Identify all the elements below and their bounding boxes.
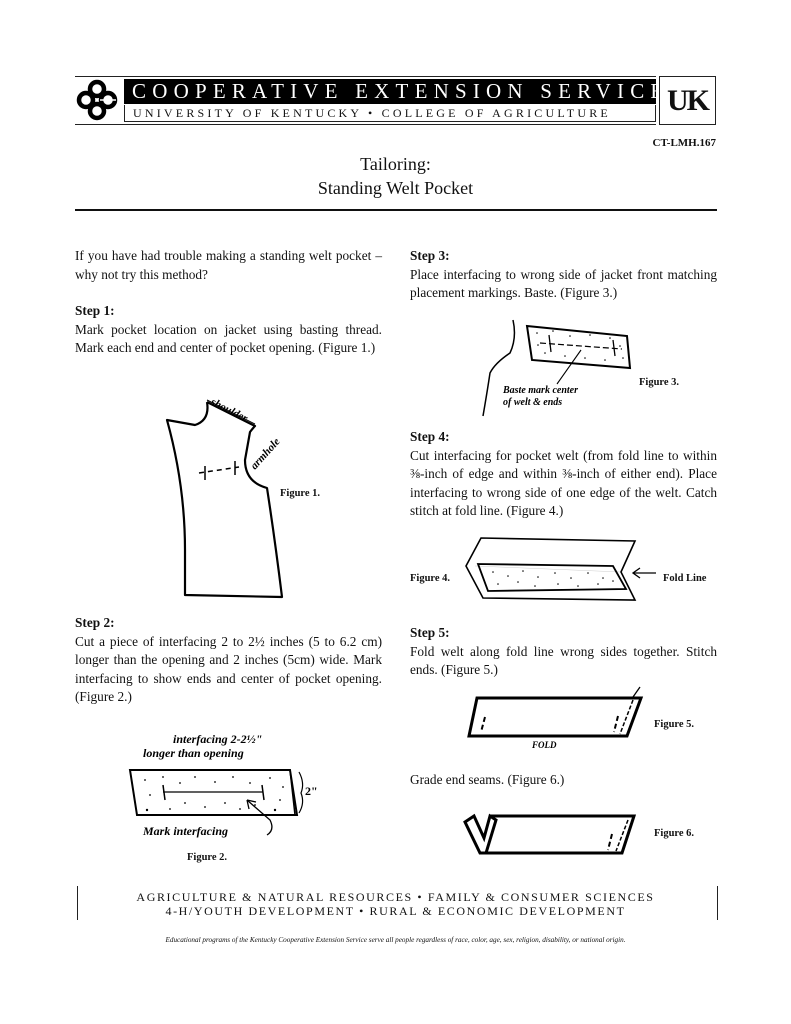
org-subtitle: UNIVERSITY OF KENTUCKY • COLLEGE OF AGRICULTURE	[124, 105, 656, 122]
figure4-caption: Figure 4.	[410, 573, 451, 584]
step3-section	[410, 247, 717, 303]
intro-text: If you have had trouble making a standing welt pocket – why not try this method?	[75, 248, 382, 282]
footer-programs-line1: AGRICULTURE & NATURAL RESOURCES • FAMILY & CONSUMER SCIENCES	[136, 890, 655, 904]
interfacing-rectangle	[527, 326, 630, 368]
figure2-label-top-1: interfacing 2-2½"	[173, 732, 263, 746]
grade-seams-section	[410, 771, 717, 790]
welt-interfacing	[478, 564, 626, 591]
step3-heading: Step 3:	[410, 248, 450, 263]
step5-section	[410, 624, 717, 680]
grade-seams-text: Grade end seams. (Figure 6.)	[410, 772, 565, 787]
figure2-label-top-2: longer than opening	[143, 746, 244, 760]
arrow-left-icon	[630, 566, 660, 580]
welt-folded-outline	[469, 698, 641, 736]
publication-code: CT-LMH.167	[652, 137, 716, 149]
step5-text: Fold welt along fold line wrong sides together. Stitch ends. (Figure 5.)	[410, 643, 717, 677]
figure1-label-shoulder: shoulder	[208, 395, 250, 425]
figure5-caption: Figure 5.	[654, 719, 695, 730]
figure3-basting-drawing	[475, 318, 645, 418]
basting-line	[540, 343, 622, 349]
pointer-arrow	[247, 800, 272, 835]
figure2-label-width: 2"	[305, 784, 318, 798]
step1-heading: Step 1:	[75, 303, 115, 318]
page-subtitle: Standing Welt Pocket	[317, 178, 474, 198]
step1-text: Mark pocket location on jacket using basting thread. Mark each end and center of pocket opening. (Figure 1.)	[75, 321, 382, 355]
step2-text: Cut a piece of interfacing 2 to 2½ inches (5 to 6.2 cm) longer than the opening and 2 inches (5cm) wide. Mark interfacing to show ends and center of pocket opening. (Figure 2.)	[75, 633, 382, 704]
step1-section	[75, 302, 382, 358]
figure3-label-2: of welt & ends	[503, 397, 563, 408]
figure6-graded-welt-drawing	[462, 808, 642, 858]
header-top-rule	[75, 76, 656, 77]
intro-paragraph	[75, 247, 382, 284]
equal-opportunity-disclaimer: Educational programs of the Kentucky Cooperative Extension Service serve all people regardless of race, color, age, sex, religion, disability, or national origin.	[165, 936, 626, 944]
figure5-fold-label: FOLD	[532, 740, 557, 750]
step4-text: Cut interfacing for pocket welt (from fold line to within ⅜-inch of edge and within ⅜-inch of either end). Place interfacing to wrong side of one edge of the welt. Catch stitch at fold line. (Figure 4.)	[410, 447, 717, 518]
figure3-label-1: Baste mark center	[503, 385, 578, 396]
header-bottom-rule	[75, 124, 656, 125]
figure1-caption: Figure 1.	[280, 488, 321, 499]
step3-text: Place interfacing to wrong side of jacket front matching placement markings. Baste. (Figure 3.)	[410, 266, 717, 300]
page-title: Tailoring:	[360, 154, 431, 174]
cooperative-extension-logo-icon	[76, 80, 118, 120]
step2-heading: Step 2:	[75, 615, 115, 630]
uk-logo: UK	[659, 76, 716, 125]
figure5-folded-welt-drawing	[465, 684, 645, 752]
step4-heading: Step 4:	[410, 429, 450, 444]
fold-line-label: Fold Line	[663, 573, 707, 584]
figure2-label-bottom: Mark interfacing	[143, 824, 229, 838]
figure3-caption: Figure 3.	[639, 377, 680, 388]
step4-section	[410, 428, 717, 521]
width-brace	[299, 772, 303, 813]
footer-programs-line2: 4-H/YOUTH DEVELOPMENT • RURAL & ECONOMIC DEVELOPMENT	[165, 904, 626, 918]
figure6-caption: Figure 6.	[654, 828, 695, 839]
figure2-interfacing-drawing	[125, 725, 325, 855]
title-divider	[75, 209, 717, 211]
step5-heading: Step 5:	[410, 625, 450, 640]
org-name-banner: COOPERATIVE EXTENSION SERVICE	[124, 79, 656, 104]
graded-seam-v	[465, 816, 496, 853]
figure1-label-armhole: armhole	[248, 435, 283, 473]
figure2-caption: Figure 2.	[187, 852, 228, 863]
step2-section	[75, 614, 382, 707]
